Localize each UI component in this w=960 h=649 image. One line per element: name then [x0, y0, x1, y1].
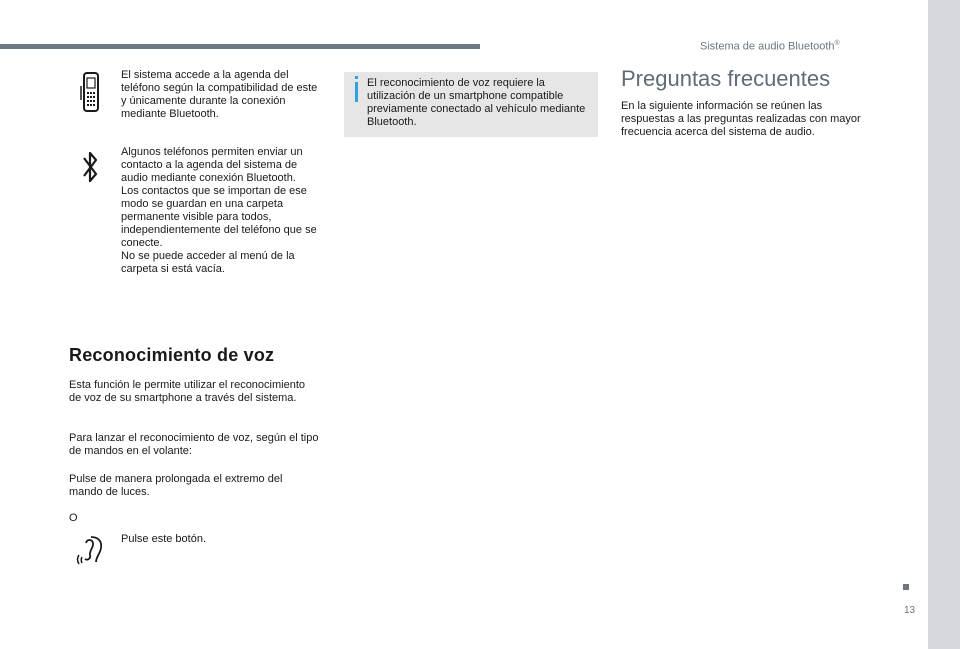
header-title-text: Sistema de audio Bluetooth [700, 40, 835, 53]
bluetooth-icon [82, 148, 100, 186]
info-icon-dot [355, 76, 358, 79]
voice-recognition-heading: Reconocimiento de voz [69, 345, 275, 365]
side-band [928, 0, 960, 649]
page-number: 13 [904, 605, 916, 616]
info-box [344, 72, 598, 137]
phone-agenda-text: El sistema accede a la agenda del teléfono según la compatibilidad de este y únicamente durante la conexión mediante Bluetooth. [121, 69, 318, 120]
faq-intro-text: En la siguiente información se reúnen las respuestas a las preguntas realizadas con mayor frecuencia acerca del sistema de audio. [621, 100, 861, 138]
faq-heading: Preguntas frecuentes [621, 66, 831, 91]
page-marker [903, 584, 909, 590]
voice-launch-text: Para lanzar el reconocimiento de voz, según el tipo de mandos en el volante: [69, 432, 319, 457]
voice-lights-text: Pulse de manera prolongada el extremo del mando de luces. [69, 473, 283, 498]
info-box-text: El reconocimiento de voz requiere la utilización de un smartphone compatible previamente conectado al vehículo mediante Bluetooth. [367, 77, 586, 128]
voice-command-icon [74, 533, 108, 567]
registered-mark: ® [834, 40, 840, 47]
bluetooth-contacts-text: Algunos teléfonos permiten enviar un contacto a la agenda del sistema de audio mediante conexión Bluetooth. Los contactos que se importan de ese modo se guardan en una carpeta permanente visible para todos, independientemente del teléfono que se conecte. No se puede acceder al menú de la carpeta si está vacía. [121, 146, 317, 275]
button-press-text: Pulse este botón. [121, 533, 207, 545]
header-rule [0, 44, 480, 49]
or-label: O [69, 512, 78, 524]
info-icon-bar [355, 82, 358, 102]
page-header [700, 40, 840, 53]
voice-intro-text: Esta función le permite utilizar el reconocimiento de voz de su smartphone a través del sistema. [69, 379, 306, 404]
phone-icon [80, 72, 102, 112]
